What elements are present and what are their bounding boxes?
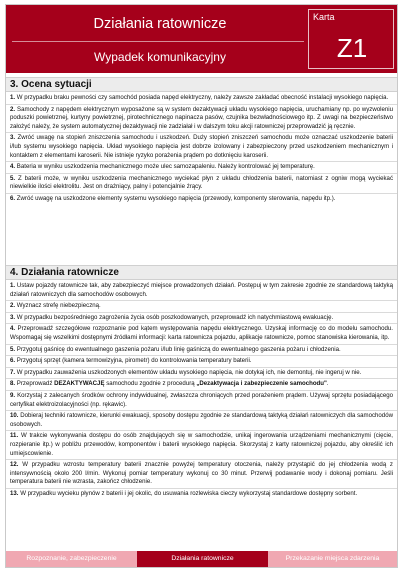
action-item-4: 4. Przeprowadź szczegółowe rozpoznanie pod kątem występowania napędu elektrycznego. Uzyskaj informację co do modelu samochodu. Wspomagaj się wszelkimi dostępnymi źródłami informacji: karta ratownicza pojazdu, aplikacje ratownicze, pomoc stanowiska kierowania, itp. xyxy=(6,324,397,344)
card-id-box xyxy=(308,9,394,69)
action-item-6: 6. Przygotuj sprzęt (kamera termowizyjna, pirometr) do kontrolowania temperatury baterii. xyxy=(6,356,397,368)
rescue-card xyxy=(5,4,398,568)
header-divider xyxy=(12,41,304,42)
assessment-item-2: 2. Samochody z napędem elektrycznym wyposażone są w system dezaktywacji układu wysokiego napięcia, uruchamiany np. po wyzwoleniu poduszki powietrznej, kurtyny powietrznej, pirotechnicznego napinacza pasów, czujnika bezwładnościowego itp. Z uwagi na bezpieczeństwo założyć należy, że system automatycznej dezaktywacji nie zadziałał i w dalszym toku akcji ratowniczej przeprowadzić ją ręcznie. xyxy=(6,105,397,134)
card-id-code: Z1 xyxy=(336,33,368,63)
card-id-label: Karta xyxy=(313,12,335,22)
assessment-item-6: 6. Zwróć uwagę na uszkodzone elementy systemu wysokiego napięcia (przewody, komponenty sterowania, napędu itp.). xyxy=(10,194,336,202)
assessment-item-5: 5. Z baterii może, w wyniku uszkodzenia mechanicznego wyciekać płyn z układu chłodzenia baterii, natomiast z ogniw mogą wyciekać niewielkie ilości elektrolitu. Jest on drażniący, palny i potencjalnie żrący. xyxy=(6,174,397,194)
card-header xyxy=(6,5,397,73)
footer-tabs xyxy=(6,551,397,567)
card-subtitle: Wypadek komunikacyjny xyxy=(94,50,226,64)
card-title: Działania ratownicze xyxy=(93,16,227,32)
action-item-5: 5. Przygotuj gaśnicę do ewentualnego gaszenia pożaru i/lub linię gaśniczą do ewentualnego gaszenia pożaru i chłodzenia. xyxy=(6,345,397,357)
action-item-1: 1. Ustaw pojazdy ratownicze tak, aby zabezpieczyć miejsce prowadzonych działań. Postępuj w tym zakresie zgodnie ze standardową taktyką działań ratowniczych dla samochodów osobowych. xyxy=(6,281,397,301)
section-3-heading: 3. Ocena sytuacji xyxy=(6,77,397,92)
action-item-11: 11. W trakcie wykonywania dostępu do osób znajdujących się w samochodzie, unikaj ingerowania urządzeniami mechanicznymi (cięcie, rozpieranie itp.) w pobliżu przewodów, komponentów i baterii wysokiego napięcia. Skorzystaj z karty ratowniczej pojazdu, aby określić ich umiejscowienie. xyxy=(6,431,397,460)
section-3-body xyxy=(6,93,397,205)
action-item-9: 9. Korzystaj z zalecanych środków ochrony indywidualnej, zwłaszcza chroniących przed porażeniem prądem. Używaj sprzętu posiadającego certyfikat elektroizolacyjności (np. rękawic). xyxy=(6,391,397,411)
action-item-7: 7. W przypadku zauważenia uszkodzonych elementów układu wysokiego napięcia, nie dotykaj ich, nie demontuj, nie ingeruj w nie. xyxy=(6,368,397,380)
action-item-2: 2. Wyznacz strefę niebezpieczną. xyxy=(6,301,397,313)
action-item-12: 12. W przypadku wzrostu temperatury baterii znacznie powyżej temperatury otoczenia, należy przystąpić do jej chłodzenia wodą z intensywnością około 200 l/min. Wykonuj pomiar temperatury wykonuj co 30 minut. Przerwij podawanie wody i dokonaj pomiaru. Jeśli temperatura baterii nie wzrasta, zakończ chłodzenie. xyxy=(6,460,397,489)
assessment-item-4: 4. Bateria w wyniku uszkodzenia mechanicznego może ulec samozapaleniu. Należy kontrolować jej temperaturę. xyxy=(6,162,397,174)
action-item-13: 13. W przypadku wycieku płynów z baterii i jej okolic, do usuwania rozlewiska cieczy wykorzystaj standardowe dostępny sorbent. xyxy=(10,489,358,497)
section-4-body xyxy=(6,281,397,499)
tab-handover[interactable]: Przekazanie miejsca zdarzenia xyxy=(268,551,397,567)
tab-rescue-actions[interactable]: Działania ratownicze xyxy=(137,551,268,567)
action-item-10: 10. Dobieraj techniki ratownicze, kierunki ewakuacji, sposoby dostępu zgodnie ze standardową taktyką działań ratowniczych dla samochodów osobowych. xyxy=(6,411,397,431)
action-item-8: 8. Przeprowadź DEZAKTYWACJĘ samochodu zgodnie z procedurą „Dezaktywacja i zabezpieczenie samochodu". xyxy=(6,379,397,391)
assessment-item-1: 1. W przypadku braku pewności czy samochód posiada napęd elektryczny, należy zawsze zakładać obecność instalacji wysokiego napięcia. xyxy=(6,93,397,105)
action-item-3: 3. W przypadku bezpośredniego zagrożenia życia osób poszkodowanych, przeprowadź ich natychmiastową ewakuację. xyxy=(6,313,397,325)
assessment-item-3: 3. Zwróć uwagę na stopień zniszczenia samochodu i uszkodzeń. Duży stopień zniszczeń samochodu może oznaczać uszkodzenie baterii i/lub systemu wysokiego napięcia. Układ wysokiego napięcia jest dobrze izolowany i zabezpieczony przed uszkodzeniem mechanicznym i kontaktem z elementami karoserii. Nie istnieje ryzyko porażenia prądem po dotknięciu karoserii. xyxy=(6,133,397,162)
tab-reconnaissance[interactable]: Rozpoznanie, zabezpieczenie xyxy=(6,551,137,567)
section-4-heading: 4. Działania ratownicze xyxy=(6,265,397,280)
